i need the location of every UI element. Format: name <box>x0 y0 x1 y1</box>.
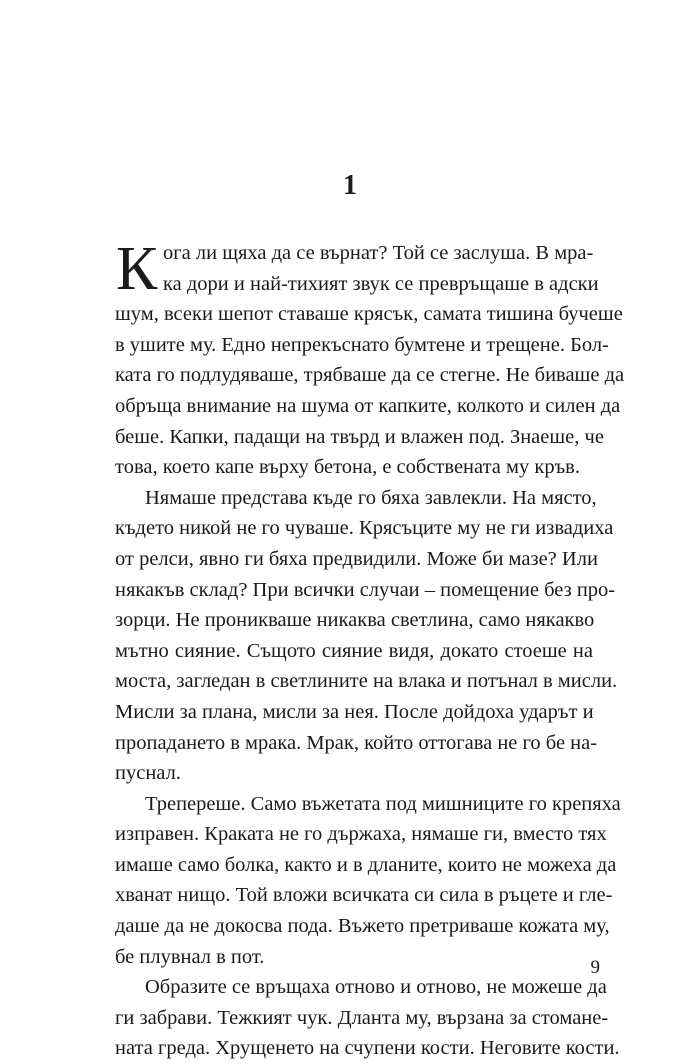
page-number: 9 <box>590 957 600 978</box>
text-line: бе плувнал в пот. <box>115 945 265 968</box>
text-line: Нямаше представа къде го бяха завлекли. На място, <box>145 486 597 509</box>
text-line: ката го подлудяваше, трябваше да се стегне. Не биваше да <box>115 364 625 387</box>
text-line: пуснал. <box>115 762 181 785</box>
text-line: моста, загледан в светлините на влака и потънал в мисли. <box>115 670 618 693</box>
text-line: в ушите му. Едно непрекъснато бумтене и трещене. Бол- <box>115 333 609 356</box>
text-line: това, което капе върху бетона, е собствената му кръв. <box>115 456 580 479</box>
text-line: ги забрави. Тежкият чук. Дланта му, вързана за стомане- <box>115 1006 609 1029</box>
text-line: зорци. Не проникваше никаква светлина, само някакво <box>115 609 595 632</box>
drop-cap: К <box>116 235 158 303</box>
text-line: ога ли щяха да се върнат? Той се заслуша. В мра- <box>163 242 594 264</box>
chapter-number: 1 <box>343 170 357 201</box>
text-line: Мисли за плана, мисли за нея. После дойдоха ударът и <box>115 700 594 723</box>
text-line: хванат нищо. Той вложи всичката си сила в ръцете и гле- <box>115 884 613 907</box>
text-line: Образите се връщаха отново и отново, не можеше да <box>145 976 607 999</box>
text-line: шум, всеки шепот ставаше крясък, самата тишина бучеше <box>115 303 623 326</box>
text-line: мътно сияние. Същото сияние видя, докато стоеше на <box>115 639 593 662</box>
text-line: някакъв склад? При всички случаи – помещение без про- <box>115 578 616 601</box>
text-line: изправен. Краката не го държаха, нямаше ги, вместо тях <box>115 823 607 846</box>
text-line: имаше само болка, както и в дланите, които не можеха да <box>115 853 617 876</box>
body-text <box>115 235 625 1064</box>
text-line: където никой не го чуваше. Крясъците му не ги извадиха <box>115 517 614 540</box>
text-line: ната греда. Хрущенето на счупени кости. Неговите кости. <box>115 1037 620 1060</box>
text-line: Трепереше. Само въжетата под мишниците го крепяха <box>145 792 621 815</box>
text-line: беше. Капки, падащи на твърд и влажен под. Знаеше, че <box>115 425 604 448</box>
text-line: ка дори и най-тихият звук се превръщаше в адски <box>163 272 599 295</box>
text-line: даше да не докосва пода. Въжето претриваше кожата му, <box>115 915 610 938</box>
text-line: от релси, явно ги бяха предвидили. Може би мазе? Или <box>115 547 598 570</box>
text-line: пропадането в мрака. Мрак, който оттогава не го бе на- <box>115 731 598 754</box>
text-line: обръща внимание на шума от капките, колкото и силен да <box>115 394 621 417</box>
